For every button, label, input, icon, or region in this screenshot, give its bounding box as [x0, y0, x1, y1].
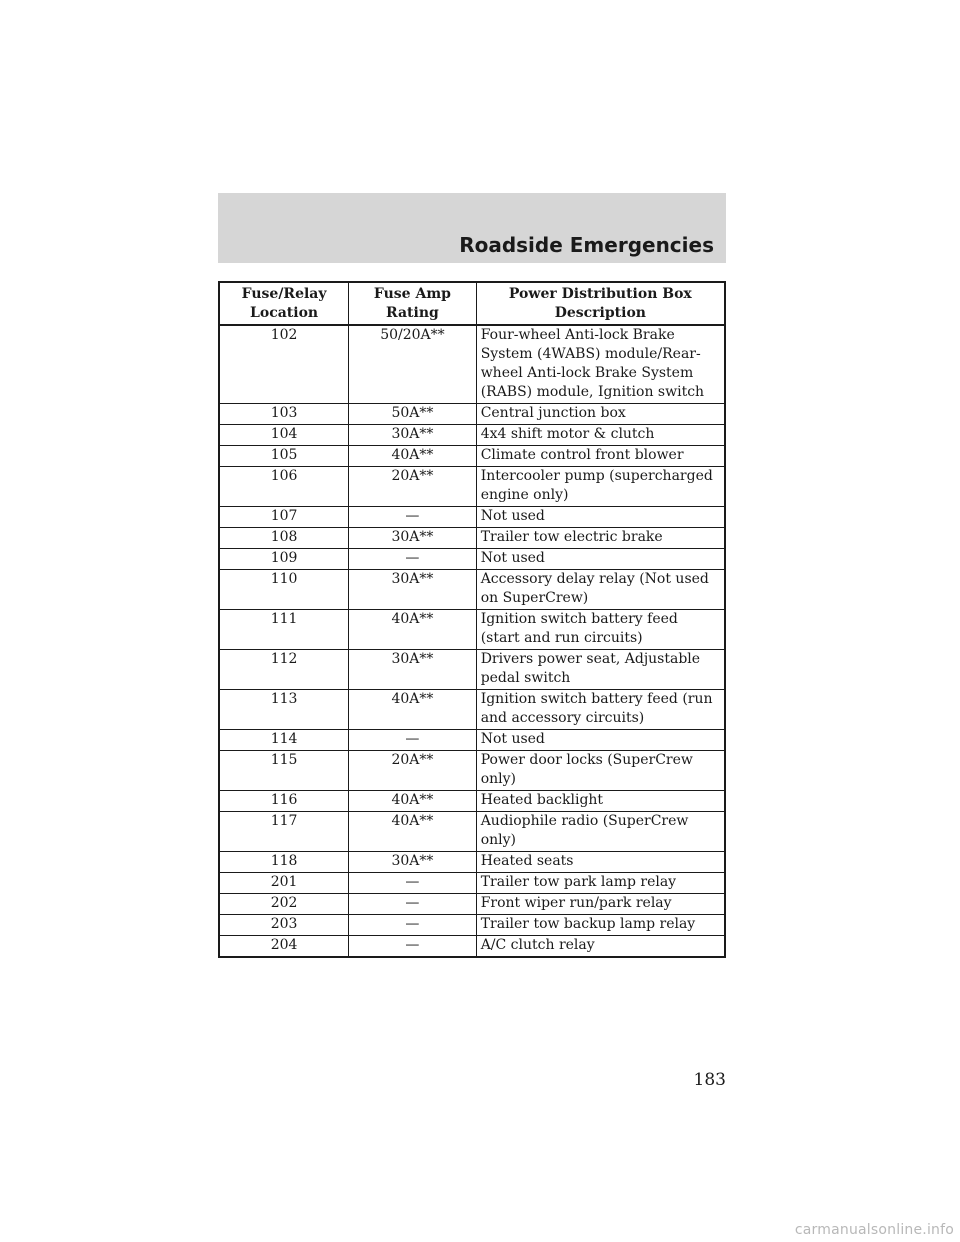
table-row: [219, 936, 725, 958]
cell-location: 108: [219, 528, 349, 549]
cell-rating: 30A**: [349, 852, 477, 873]
cell-rating: 40A**: [349, 610, 477, 650]
cell-rating: 20A**: [349, 467, 477, 507]
cell-description: Trailer tow electric brake: [476, 528, 725, 549]
cell-rating: 50A**: [349, 404, 477, 425]
cell-description: Front wiper run/park relay: [476, 894, 725, 915]
table-row: [219, 610, 725, 650]
table-row: [219, 404, 725, 425]
cell-rating: 30A**: [349, 650, 477, 690]
fuse-relay-table: [218, 281, 726, 958]
table-row: [219, 873, 725, 894]
table-header-row: [219, 282, 725, 325]
table-row: [219, 852, 725, 873]
cell-rating: 40A**: [349, 791, 477, 812]
table-row: [219, 325, 725, 404]
table-row: [219, 570, 725, 610]
cell-location: 102: [219, 325, 349, 404]
cell-location: 103: [219, 404, 349, 425]
table-row: [219, 425, 725, 446]
cell-location: 107: [219, 507, 349, 528]
cell-rating: 30A**: [349, 570, 477, 610]
page-number: 183: [693, 1070, 726, 1090]
cell-rating: 20A**: [349, 751, 477, 791]
cell-rating: 40A**: [349, 690, 477, 730]
cell-rating: 50/20A**: [349, 325, 477, 404]
section-header-band: [218, 193, 726, 263]
table-row: [219, 690, 725, 730]
cell-description: Climate control front blower: [476, 446, 725, 467]
cell-location: 118: [219, 852, 349, 873]
table-row: [219, 467, 725, 507]
cell-location: 117: [219, 812, 349, 852]
table-row: [219, 730, 725, 751]
table-body: [219, 325, 725, 957]
column-header-rating: [349, 282, 477, 325]
cell-description: Heated seats: [476, 852, 725, 873]
cell-description: Central junction box: [476, 404, 725, 425]
cell-location: 112: [219, 650, 349, 690]
header-text: Fuse/Relay Location: [241, 286, 327, 321]
cell-rating: —: [349, 915, 477, 936]
cell-description: Four-wheel Anti-lock Brake System (4WABS) module/Rear-wheel Anti-lock Brake System (RABS) module, Ignition switch: [476, 325, 725, 404]
table-row: [219, 791, 725, 812]
cell-location: 201: [219, 873, 349, 894]
header-text: Fuse Amp Rating: [373, 286, 451, 321]
cell-location: 110: [219, 570, 349, 610]
cell-location: 114: [219, 730, 349, 751]
table-row: [219, 446, 725, 467]
cell-location: 111: [219, 610, 349, 650]
cell-description: Ignition switch battery feed (run and accessory circuits): [476, 690, 725, 730]
column-header-description: [476, 282, 725, 325]
table-row: [219, 650, 725, 690]
cell-rating: —: [349, 873, 477, 894]
cell-rating: 40A**: [349, 446, 477, 467]
table-row: [219, 915, 725, 936]
section-title: Roadside Emergencies: [459, 233, 714, 257]
cell-rating: 30A**: [349, 528, 477, 549]
cell-location: 109: [219, 549, 349, 570]
cell-description: Power door locks (SuperCrew only): [476, 751, 725, 791]
cell-description: 4x4 shift motor & clutch: [476, 425, 725, 446]
cell-location: 116: [219, 791, 349, 812]
cell-description: A/C clutch relay: [476, 936, 725, 958]
cell-location: 105: [219, 446, 349, 467]
header-text: Power Distribution Box Description: [508, 286, 692, 321]
cell-rating: 30A**: [349, 425, 477, 446]
cell-location: 203: [219, 915, 349, 936]
cell-location: 113: [219, 690, 349, 730]
cell-description: Accessory delay relay (Not used on SuperCrew): [476, 570, 725, 610]
cell-rating: —: [349, 936, 477, 958]
cell-location: 204: [219, 936, 349, 958]
table-row: [219, 894, 725, 915]
cell-rating: —: [349, 549, 477, 570]
table-row: [219, 528, 725, 549]
cell-location: 202: [219, 894, 349, 915]
cell-description: Not used: [476, 730, 725, 751]
cell-rating: 40A**: [349, 812, 477, 852]
column-header-location: [219, 282, 349, 325]
cell-description: Intercooler pump (supercharged engine only): [476, 467, 725, 507]
cell-location: 106: [219, 467, 349, 507]
table-row: [219, 751, 725, 791]
cell-description: Drivers power seat, Adjustable pedal switch: [476, 650, 725, 690]
cell-rating: —: [349, 507, 477, 528]
table-row: [219, 549, 725, 570]
cell-rating: —: [349, 894, 477, 915]
cell-description: Not used: [476, 549, 725, 570]
cell-location: 104: [219, 425, 349, 446]
cell-description: Ignition switch battery feed (start and run circuits): [476, 610, 725, 650]
cell-location: 115: [219, 751, 349, 791]
cell-rating: —: [349, 730, 477, 751]
cell-description: Heated backlight: [476, 791, 725, 812]
cell-description: Trailer tow backup lamp relay: [476, 915, 725, 936]
cell-description: Audiophile radio (SuperCrew only): [476, 812, 725, 852]
cell-description: Not used: [476, 507, 725, 528]
table-row: [219, 507, 725, 528]
table-row: [219, 812, 725, 852]
watermark-link[interactable]: carmanualsonline.info: [794, 1222, 954, 1238]
cell-description: Trailer tow park lamp relay: [476, 873, 725, 894]
